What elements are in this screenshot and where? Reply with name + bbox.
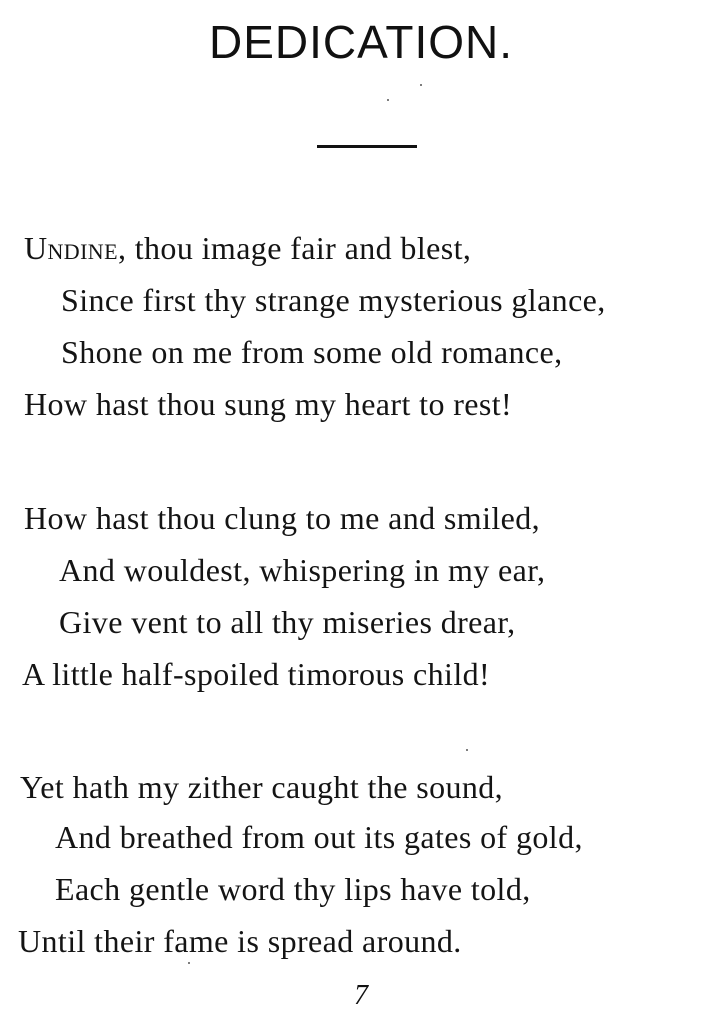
title-speck [387,99,389,101]
poem-line: Shone on me from some old romance, [61,334,563,370]
poem-line: Since first thy strange mysterious glance, [61,282,606,318]
poem-line: Give vent to all thy miseries drear, [59,604,516,640]
poem-line [24,228,471,268]
poem-line: How hast thou clung to me and smiled, [24,500,541,536]
poem-line-rest: , thou image fair and blest, [117,230,472,266]
poem-line: And wouldest, whispering in my ear, [59,552,546,588]
poem-line: How hast thou sung my heart to rest! [24,386,513,422]
stanza-speck [466,749,468,751]
poem-line: Until their fame is spread around. [18,923,462,959]
page-title: DEDICATION. [208,16,514,68]
page-number: 7 [354,980,368,1011]
title-rule [317,145,417,148]
title-speck [420,84,422,86]
poem-line-first-word: Undine [24,230,118,266]
poem-line: Each gentle word thy lips have told, [55,871,531,907]
poem-line: Yet hath my zither caught the sound, [20,769,504,805]
page-speck [188,962,190,964]
poem-line: And breathed from out its gates of gold, [55,819,583,855]
poem-line: A little half-spoiled timorous child! [22,656,491,692]
